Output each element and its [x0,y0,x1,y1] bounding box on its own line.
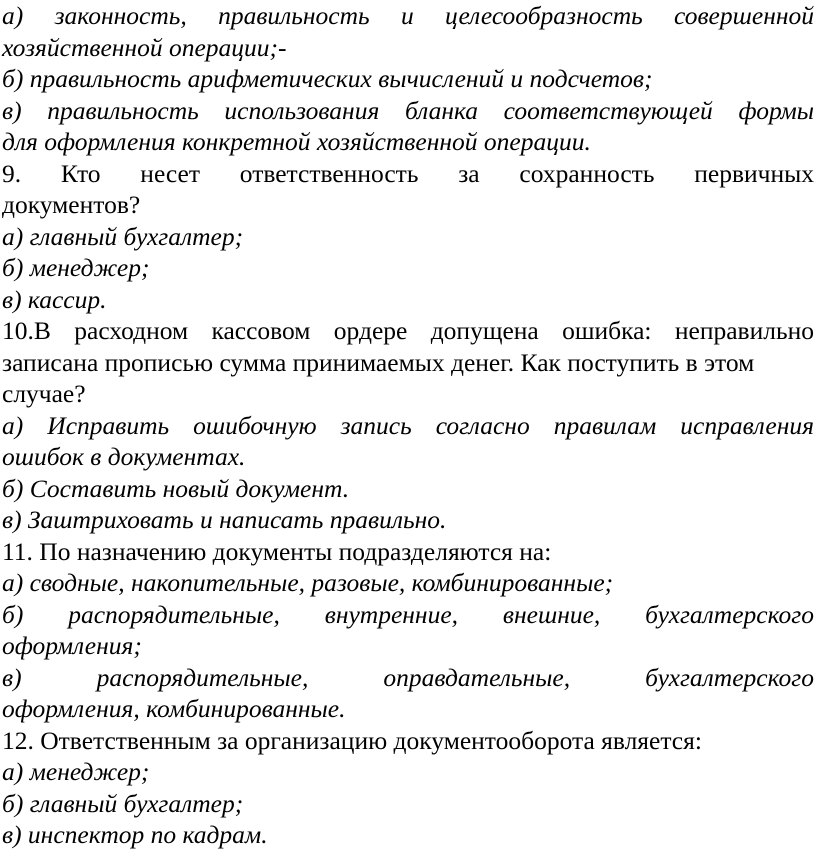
answer-option-q8-c: в) правильность использования бланка соответствующей формы [2,95,814,125]
answer-option-q10-a-continued: ошибок в документах. [2,442,246,471]
answer-option-q9-a: а) главный бухгалтер; [2,221,244,251]
answer-option-q8-a: а) законность, правильность и целесообразность совершенной [2,1,814,30]
answer-option-q8-c-continued: для оформления конкретной хозяйственной операции. [2,127,591,156]
answer-option-q9-b: б) менеджер; [2,253,150,282]
answer-option-q10-b: б) Составить новый документ. [2,473,350,503]
question-9: 9. Кто несет ответственность за сохранность первичных [2,158,814,188]
answer-option-q12-a: а) менеджер; [2,757,150,786]
answer-option-q11-b: б) распорядительные, внутренние, внешние, бухгалтерского [2,599,814,629]
question-10-continued-2: случае? [2,379,86,408]
answer-option-q8-a-continued: хозяйственной операции;- [2,32,287,62]
answer-option-q10-a: а) Исправить ошибочную запись согласно правилам исправления [2,410,814,440]
answer-option-q10-c: в) Заштриховать и написать правильно. [2,505,447,534]
answer-option-q9-c: в) кассир. [2,284,107,314]
answer-option-q8-b: б) правильность арифметических вычислений и подсчетов; [2,64,653,93]
answer-option-q11-b-continued: оформления; [2,631,142,660]
question-12: 12. Ответственным за организацию документооборота является: [2,725,702,755]
answer-option-q11-c: в) распорядительные, оправдательные, бухгалтерского [2,662,814,692]
question-10: 10.В расходном кассовом ордере допущена ошибка: неправильно [2,316,814,345]
answer-option-q12-c: в) инспектор по кадрам. [2,820,268,849]
answer-option-q11-a: а) сводные, накопительные, разовые, комбинированные; [2,568,614,597]
question-9-continued: документов? [2,190,141,219]
question-11: 11. По назначению документы подразделяются на: [2,536,552,566]
answer-option-q12-b: б) главный бухгалтер; [2,788,244,818]
answer-option-q11-c-continued: оформления, комбинированные. [2,694,346,723]
question-10-continued: записана прописью сумма принимаемых денег. Как поступить в этом [2,347,755,377]
